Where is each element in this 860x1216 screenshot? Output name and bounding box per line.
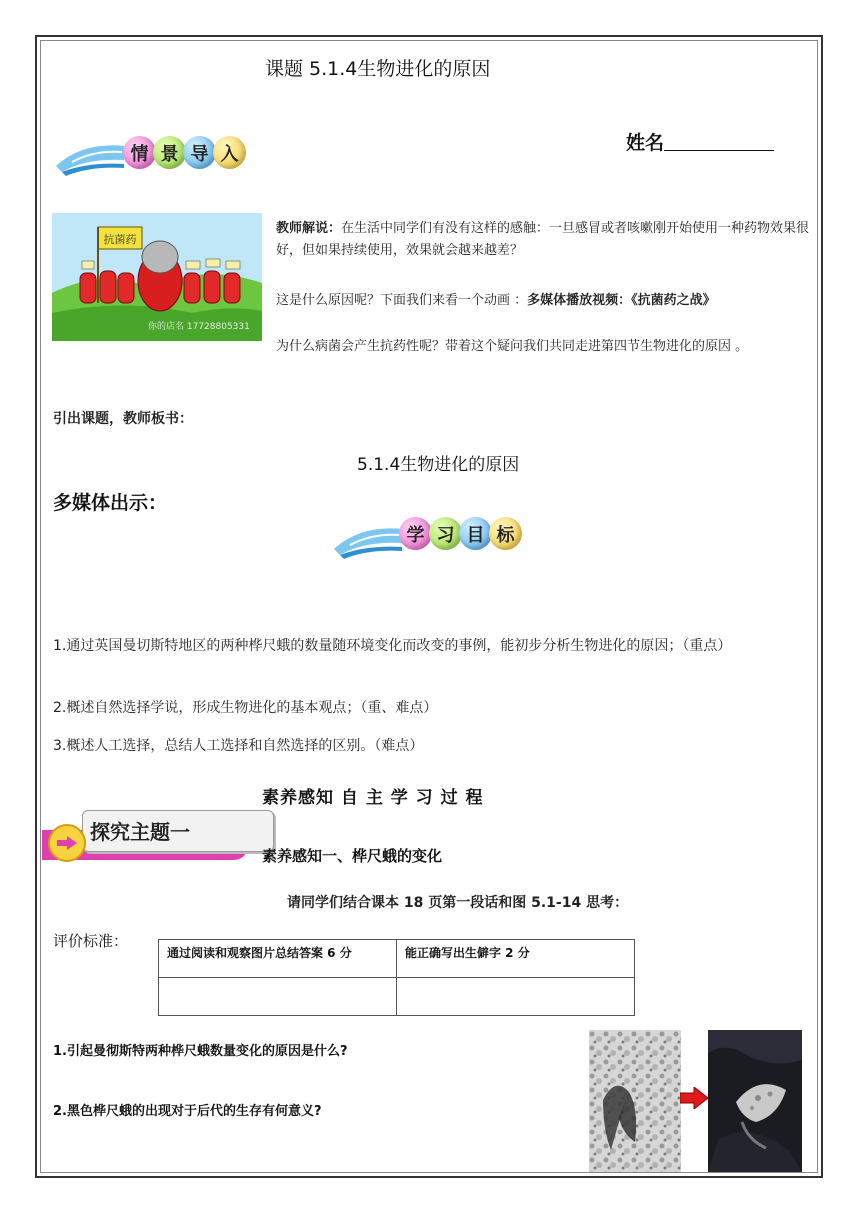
table-row	[159, 978, 635, 1016]
light-moth-photo	[589, 1030, 681, 1172]
book-icon	[330, 513, 410, 559]
criteria-label: 评价标准：	[53, 932, 129, 950]
learning-goal: 1.通过英国曼切斯特地区的两种桦尺蛾的数量随环境变化而改变的事例，能初步分析生物进化的原因；（重点）	[53, 638, 732, 654]
red-arrow-icon	[680, 1087, 708, 1109]
teacher-text: 在生活中同学们有没有这样的感触：一旦感冒或者咳嗽刚开始使用一种药物效果很好，但如果持续使用，效果就会越来越差？	[276, 221, 810, 258]
board-title: 5.1.4生物进化的原因	[357, 455, 520, 475]
banner-char: 标	[489, 517, 522, 550]
arrow-circle-icon	[48, 824, 86, 862]
video-line-bold: 多媒体播放视频：《抗菌药之战》	[527, 293, 716, 308]
name-blank-line	[664, 132, 774, 151]
dark-moth-photo	[708, 1030, 802, 1172]
multimedia-label: 多媒体出示：	[53, 492, 168, 514]
teacher-label: 教师解说：	[276, 221, 342, 236]
book-icon	[52, 132, 132, 176]
table-cell[interactable]	[397, 978, 635, 1016]
learning-goal: 3.概述人工选择，总结人工选择和自然选择的区别。（难点）	[53, 738, 424, 754]
teacher-explanation	[276, 218, 810, 262]
process-heading: 素养感知 自 主 学 习 过 程	[262, 788, 484, 808]
learning-goal: 2.概述自然选择学说，形成生物进化的基本观点；（重、难点）	[53, 700, 438, 716]
table-cell[interactable]	[159, 978, 397, 1016]
banner-char: 导	[183, 136, 216, 169]
tag-text: 探究主题一	[90, 820, 190, 844]
banner-char: 情	[123, 136, 156, 169]
page-title: 课题 5.1.4生物进化的原因	[265, 58, 491, 80]
video-line-prefix: 这是什么原因呢？下面我们来看一个动画 ：	[276, 293, 528, 308]
question-line: 为什么病菌会产生抗药性呢？带着这个疑问我们共同走进第四节生物进化的原因 。	[276, 339, 749, 354]
name-field	[626, 128, 774, 155]
banner-char: 习	[429, 517, 462, 550]
banner-char: 景	[153, 136, 186, 169]
svg-text:你的店名 17728805331: 你的店名 17728805331	[148, 322, 250, 332]
name-label: 姓名	[626, 132, 665, 154]
table-row	[159, 940, 635, 978]
video-line	[276, 290, 810, 312]
banner-char: 目	[459, 517, 492, 550]
table-cell: 通过阅读和观察图片总结答案 6 分	[159, 940, 397, 978]
question-item: 1.引起曼彻斯特两种桦尺蛾数量变化的原因是什么?	[53, 1044, 348, 1059]
goals-banner	[330, 513, 540, 559]
svg-text:抗菌药: 抗菌药	[103, 233, 137, 246]
banner-char: 学	[399, 517, 432, 550]
explore-instruction: 请同学们结合课本 18 页第一段话和图 5.1-14 思考：	[287, 895, 629, 911]
question-item: 2.黑色桦尺蛾的出现对于后代的生存有何意义?	[53, 1104, 322, 1119]
banner-char: 入	[213, 136, 246, 169]
board-intro-label: 引出课题，教师板书：	[53, 411, 193, 427]
intro-banner	[52, 132, 262, 176]
table-cell: 能正确写出生僻字 2 分	[397, 940, 635, 978]
antibiotic-cartoon-image	[52, 213, 262, 341]
explore-topic-tag	[42, 806, 250, 862]
explore-subtitle: 素养感知一、桦尺蛾的变化	[262, 847, 443, 865]
criteria-table	[158, 939, 635, 1016]
